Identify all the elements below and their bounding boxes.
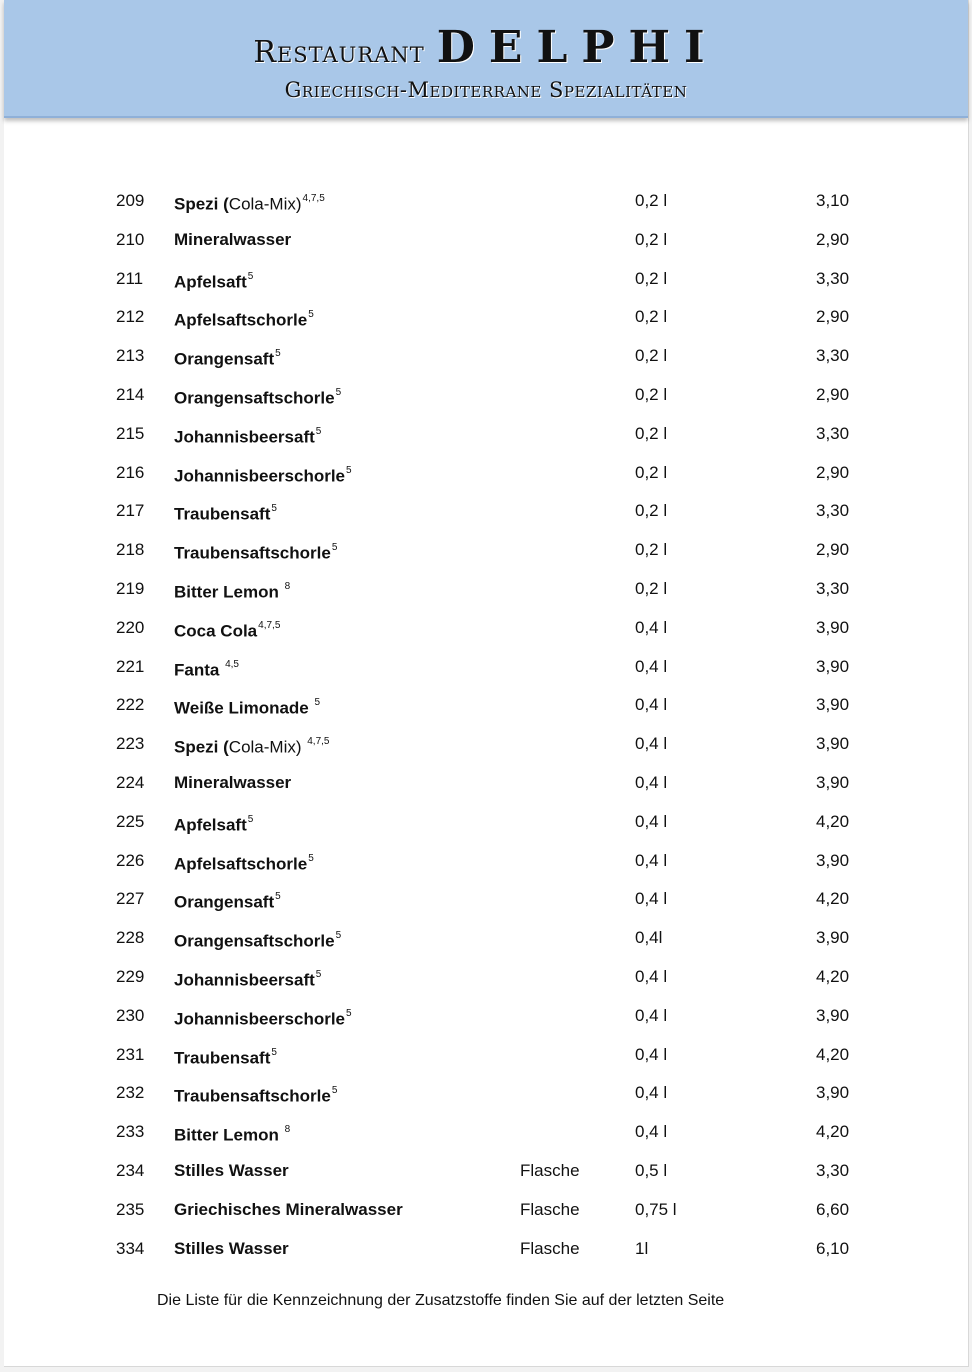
item-price: 3,30 xyxy=(816,1160,850,1180)
item-name-text: Johannisbeersaft xyxy=(174,970,315,990)
item-name xyxy=(174,880,281,922)
menu-item-row xyxy=(4,376,968,415)
item-name xyxy=(174,1191,403,1230)
item-volume: 0,2 l xyxy=(635,501,668,521)
item-name-text: Apfelsaftschorle xyxy=(174,311,308,331)
item-name xyxy=(174,260,253,302)
item-number: 229 xyxy=(116,966,145,986)
item-name-text: Griechisches Mineralwasser xyxy=(174,1199,403,1219)
item-price: 4,20 xyxy=(816,966,850,986)
menu-item-row xyxy=(4,686,968,725)
restaurant-subtitle: Griechisch-Mediterrane Spezialitäten xyxy=(284,78,688,102)
additive-superscript: 5 xyxy=(308,852,314,864)
item-volume: 0,4 l xyxy=(635,695,668,715)
item-name xyxy=(174,648,239,690)
additive-superscript: 5 xyxy=(331,542,338,554)
additive-superscript: 5 xyxy=(335,930,342,942)
item-number: 226 xyxy=(116,850,145,870)
item-name xyxy=(174,337,281,379)
item-price: 2,90 xyxy=(816,462,850,482)
item-name xyxy=(174,454,352,496)
item-price: 2,90 xyxy=(816,540,850,560)
item-number: 215 xyxy=(116,423,145,443)
item-name xyxy=(174,686,320,728)
item-name-text: Traubensaft xyxy=(174,1048,271,1068)
item-number: 227 xyxy=(116,889,145,909)
item-price: 3,90 xyxy=(816,656,850,676)
menu-item-row xyxy=(4,492,968,531)
additive-superscript: 5 xyxy=(247,270,254,282)
additive-superscript: 5 xyxy=(315,968,322,980)
menu-item-row xyxy=(4,1191,968,1230)
item-name-text: Weiße Limonade xyxy=(174,699,314,719)
item-volume: 0,2 l xyxy=(635,346,668,366)
item-name-text: Fanta xyxy=(174,660,225,680)
item-name xyxy=(174,919,341,961)
item-number: 334 xyxy=(116,1238,145,1258)
item-container: Flasche xyxy=(520,1160,580,1180)
menu-item-row xyxy=(4,454,968,493)
item-number: 223 xyxy=(116,734,145,754)
item-number: 220 xyxy=(116,617,145,637)
item-price: 3,90 xyxy=(816,1083,850,1103)
item-volume: 0,4 l xyxy=(635,656,668,676)
item-volume: 0,4 l xyxy=(635,734,668,754)
additive-superscript: 5 xyxy=(271,503,277,515)
additive-superscript: 5 xyxy=(247,813,254,825)
item-name xyxy=(174,958,321,1000)
item-name xyxy=(174,1152,289,1191)
additive-superscript: 5 xyxy=(275,348,281,360)
menu-item-row xyxy=(4,1230,968,1269)
menu-item-row xyxy=(4,880,968,919)
additive-superscript: 5 xyxy=(315,425,322,437)
item-volume: 0,75 l xyxy=(635,1199,677,1219)
item-name xyxy=(174,415,321,457)
menu-item-row xyxy=(4,1113,968,1152)
item-container: Flasche xyxy=(520,1199,580,1219)
item-number: 211 xyxy=(116,268,144,288)
additive-superscript: 5 xyxy=(331,1085,338,1097)
item-name-text: Stilles Wasser xyxy=(174,1238,289,1258)
menu-item-row xyxy=(4,1036,968,1075)
item-name-text: Mineralwasser xyxy=(174,229,292,249)
item-name xyxy=(174,182,325,224)
menu-item-row xyxy=(4,919,968,958)
additive-superscript: 5 xyxy=(346,1007,352,1019)
item-number: 214 xyxy=(116,384,145,404)
item-volume: 0,4 l xyxy=(635,966,668,986)
item-volume: 0,4 l xyxy=(635,1005,668,1025)
item-number: 234 xyxy=(116,1160,145,1180)
menu-item-row xyxy=(4,298,968,337)
item-name xyxy=(174,298,314,340)
menu-item-row xyxy=(4,842,968,881)
item-name-text: Apfelsaft xyxy=(174,272,247,292)
item-name xyxy=(174,376,341,418)
item-name-text: Coca Cola xyxy=(174,621,258,641)
item-name-text: Orangensaft xyxy=(174,349,275,369)
item-price: 3,30 xyxy=(816,346,850,366)
item-volume: 0,4l xyxy=(635,928,663,948)
item-price: 3,90 xyxy=(816,772,850,792)
item-name xyxy=(174,1230,289,1269)
item-name-text: Spezi ( xyxy=(174,737,229,757)
item-number: 217 xyxy=(116,501,145,521)
item-volume: 0,4 l xyxy=(635,617,668,637)
item-volume: 0,4 l xyxy=(635,811,668,831)
menu-item-row xyxy=(4,260,968,299)
menu-item-row xyxy=(4,803,968,842)
item-price: 4,20 xyxy=(816,889,850,909)
item-name xyxy=(174,492,277,534)
item-name xyxy=(174,803,253,845)
item-price: 3,90 xyxy=(816,1005,850,1025)
item-name xyxy=(174,609,280,651)
item-volume: 0,2 l xyxy=(635,462,668,482)
item-number: 235 xyxy=(116,1199,145,1219)
menu-item-row xyxy=(4,337,968,376)
item-volume: 0,4 l xyxy=(635,850,668,870)
item-volume: 0,4 l xyxy=(635,1122,668,1142)
menu-item-row xyxy=(4,531,968,570)
additives-footnote: Die Liste für die Kennzeichnung der Zusatzstoffe finden Sie auf der letzten Seite xyxy=(157,1292,725,1309)
item-number: 213 xyxy=(116,346,145,366)
item-name-text: Stilles Wasser xyxy=(174,1160,289,1180)
item-number: 232 xyxy=(116,1083,145,1103)
menu-item-row xyxy=(4,725,968,764)
item-name xyxy=(174,570,290,612)
item-volume: 1l xyxy=(635,1238,649,1258)
item-price: 3,30 xyxy=(816,268,850,288)
item-number: 224 xyxy=(116,772,145,792)
item-price: 6,10 xyxy=(816,1238,850,1258)
item-name-text: Bitter Lemon xyxy=(174,582,284,602)
item-number: 225 xyxy=(116,811,145,831)
additive-superscript: 5 xyxy=(275,891,281,903)
item-price: 6,60 xyxy=(816,1199,850,1219)
menu-item-row xyxy=(4,415,968,454)
menu-item-row xyxy=(4,1074,968,1113)
item-price: 3,30 xyxy=(816,501,850,521)
item-number: 222 xyxy=(116,695,145,715)
item-volume: 0,2 l xyxy=(635,307,668,327)
item-price: 3,10 xyxy=(816,191,850,210)
item-price: 4,20 xyxy=(816,1044,850,1064)
item-price: 3,90 xyxy=(816,928,850,948)
menu-item-row xyxy=(4,764,968,803)
item-name xyxy=(174,1074,337,1116)
menu-item-row xyxy=(4,958,968,997)
item-name xyxy=(174,531,337,573)
menu-item-row xyxy=(4,182,968,221)
item-price: 2,90 xyxy=(816,307,850,327)
menu-item-row xyxy=(4,609,968,648)
item-name xyxy=(174,725,330,767)
item-name-text: Orangensaftschorle xyxy=(174,388,335,408)
item-name-text: Mineralwasser xyxy=(174,772,292,792)
item-volume: 0,4 l xyxy=(635,772,668,792)
additive-superscript: 5 xyxy=(335,386,342,398)
item-name-text: Bitter Lemon xyxy=(174,1125,284,1145)
item-name xyxy=(174,764,291,803)
item-name xyxy=(174,997,352,1039)
header-banner xyxy=(4,0,968,118)
item-price: 3,90 xyxy=(816,617,850,637)
menu-item-row xyxy=(4,221,968,260)
item-volume: 0,2 l xyxy=(635,191,668,210)
item-name-text: Traubensaftschorle xyxy=(174,1086,331,1106)
item-number: 230 xyxy=(116,1005,145,1025)
item-number: 221 xyxy=(116,656,145,676)
item-price: 2,90 xyxy=(816,384,850,404)
item-price: 3,30 xyxy=(816,423,850,443)
item-price: 3,90 xyxy=(816,695,850,715)
item-name xyxy=(174,1036,277,1078)
item-number: 212 xyxy=(116,307,145,327)
item-name xyxy=(174,1113,290,1155)
item-name-text: Orangensaft xyxy=(174,893,275,912)
item-number: 210 xyxy=(116,229,145,249)
item-volume: 0,4 l xyxy=(635,889,668,909)
item-number: 233 xyxy=(116,1122,145,1142)
additive-superscript: 5 xyxy=(271,1046,277,1058)
item-container: Flasche xyxy=(520,1238,580,1258)
item-name xyxy=(174,221,291,260)
item-price: 4,20 xyxy=(816,811,850,831)
restaurant-title xyxy=(4,22,968,73)
item-name-text: Apfelsaftschorle xyxy=(174,854,308,874)
additive-superscript: 4,7,5 xyxy=(302,193,325,204)
item-name-text: Johannisbeersaft xyxy=(174,427,315,447)
item-name-text: Johannisbeerschorle xyxy=(174,466,346,486)
restaurant-word: Restaurant xyxy=(253,35,425,70)
additive-superscript: 4,7,5 xyxy=(258,619,281,631)
item-number: 228 xyxy=(116,928,145,948)
item-number: 209 xyxy=(116,191,145,210)
item-name-text: Johannisbeerschorle xyxy=(174,1009,346,1029)
item-name-note: Cola-Mix) xyxy=(228,194,302,214)
item-price: 3,90 xyxy=(816,734,850,754)
item-number: 231 xyxy=(116,1044,145,1064)
additive-superscript: 8 xyxy=(284,1124,291,1136)
item-volume: 0,4 l xyxy=(635,1083,668,1103)
item-volume: 0,2 l xyxy=(635,384,668,404)
item-volume: 0,2 l xyxy=(635,578,668,598)
item-price: 2,90 xyxy=(816,229,850,249)
item-volume: 0,2 l xyxy=(635,423,668,443)
drinks-list xyxy=(4,182,968,1268)
item-volume: 0,2 l xyxy=(635,229,668,249)
item-volume: 0,4 l xyxy=(635,1044,668,1064)
additive-superscript: 4,5 xyxy=(225,658,239,670)
item-price: 4,20 xyxy=(816,1122,850,1142)
item-number: 218 xyxy=(116,540,145,560)
menu-item-row xyxy=(4,570,968,609)
item-price: 3,30 xyxy=(816,578,850,598)
item-volume: 0,5 l xyxy=(635,1160,668,1180)
item-name-text: Apfelsaft xyxy=(174,815,247,835)
item-name-note: Cola-Mix) xyxy=(228,737,307,757)
item-volume: 0,2 l xyxy=(635,268,668,288)
restaurant-name: DELPHI xyxy=(436,22,719,73)
item-name-text: Spezi ( xyxy=(174,194,229,214)
item-number: 216 xyxy=(116,462,145,482)
additive-superscript: 5 xyxy=(308,309,314,321)
item-name xyxy=(174,842,314,884)
additive-superscript: 5 xyxy=(314,697,321,709)
menu-item-row xyxy=(4,648,968,687)
item-name-text: Traubensaftschorle xyxy=(174,543,331,563)
item-name-text: Traubensaft xyxy=(174,505,271,525)
menu-page xyxy=(4,0,969,1367)
additive-superscript: 5 xyxy=(346,464,352,476)
additive-superscript: 4,7,5 xyxy=(307,736,330,748)
item-number: 219 xyxy=(116,578,145,598)
item-price: 3,90 xyxy=(816,850,850,870)
menu-item-row xyxy=(4,1152,968,1191)
additive-superscript: 8 xyxy=(284,580,291,592)
menu-item-row xyxy=(4,997,968,1036)
item-volume: 0,2 l xyxy=(635,540,668,560)
item-name-text: Orangensaftschorle xyxy=(174,931,335,951)
